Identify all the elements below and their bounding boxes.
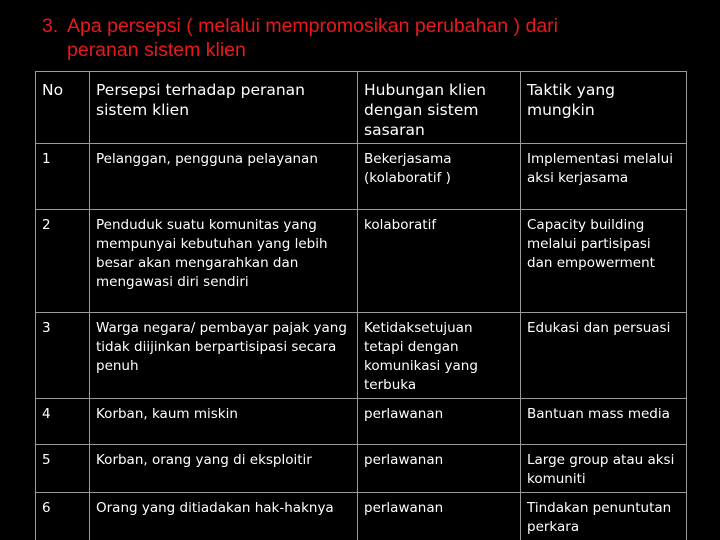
- slide-title: [42, 14, 682, 62]
- cell-no: 1: [36, 144, 90, 210]
- header-no: No: [36, 72, 90, 144]
- perception-table: [35, 71, 687, 540]
- cell-no: 6: [36, 493, 90, 540]
- table-row: [36, 210, 687, 313]
- cell-taktik: Tindakan penuntutan perkara: [521, 493, 687, 540]
- cell-taktik: Edukasi dan persuasi: [521, 313, 687, 399]
- table-row: [36, 445, 687, 493]
- cell-persepsi: Korban, kaum miskin: [90, 399, 358, 445]
- cell-taktik: Large group atau aksi komuniti: [521, 445, 687, 493]
- cell-persepsi: Penduduk suatu komunitas yang mempunyai kebutuhan yang lebih besar akan mengarahkan dan mengawasi diri sendiri: [90, 210, 358, 313]
- table-row: [36, 313, 687, 399]
- cell-persepsi: Korban, orang yang di eksploitir: [90, 445, 358, 493]
- cell-taktik: Capacity building melalui partisipasi dan empowerment: [521, 210, 687, 313]
- cell-hubungan: kolaboratif: [358, 210, 521, 313]
- cell-persepsi: Warga negara/ pembayar pajak yang tidak diijinkan berpartisipasi secara penuh: [90, 313, 358, 399]
- table-row: [36, 144, 687, 210]
- cell-hubungan: perlawanan: [358, 493, 521, 540]
- cell-no: 3: [36, 313, 90, 399]
- title-line-1: Apa persepsi ( melalui mempromosikan perubahan ) dari: [67, 15, 558, 37]
- title-number: 3.: [42, 15, 59, 37]
- table-header-row: [36, 72, 687, 144]
- cell-no: 2: [36, 210, 90, 313]
- table-row: [36, 399, 687, 445]
- cell-hubungan: Bekerjasama (kolaboratif ): [358, 144, 521, 210]
- cell-persepsi: Orang yang ditiadakan hak-haknya: [90, 493, 358, 540]
- header-taktik: Taktik yang mungkin: [521, 72, 687, 144]
- cell-hubungan: perlawanan: [358, 445, 521, 493]
- cell-no: 4: [36, 399, 90, 445]
- cell-taktik: Implementasi melalui aksi kerjasama: [521, 144, 687, 210]
- table-row: [36, 493, 687, 540]
- cell-persepsi: Pelanggan, pengguna pelayanan: [90, 144, 358, 210]
- cell-no: 5: [36, 445, 90, 493]
- cell-taktik: Bantuan mass media: [521, 399, 687, 445]
- cell-hubungan: perlawanan: [358, 399, 521, 445]
- header-hubungan: Hubungan klien dengan sistem sasaran: [358, 72, 521, 144]
- header-persepsi: Persepsi terhadap peranan sistem klien: [90, 72, 358, 144]
- title-line-2: peranan sistem klien: [67, 39, 246, 61]
- cell-hubungan: Ketidaksetujuan tetapi dengan komunikasi yang terbuka: [358, 313, 521, 399]
